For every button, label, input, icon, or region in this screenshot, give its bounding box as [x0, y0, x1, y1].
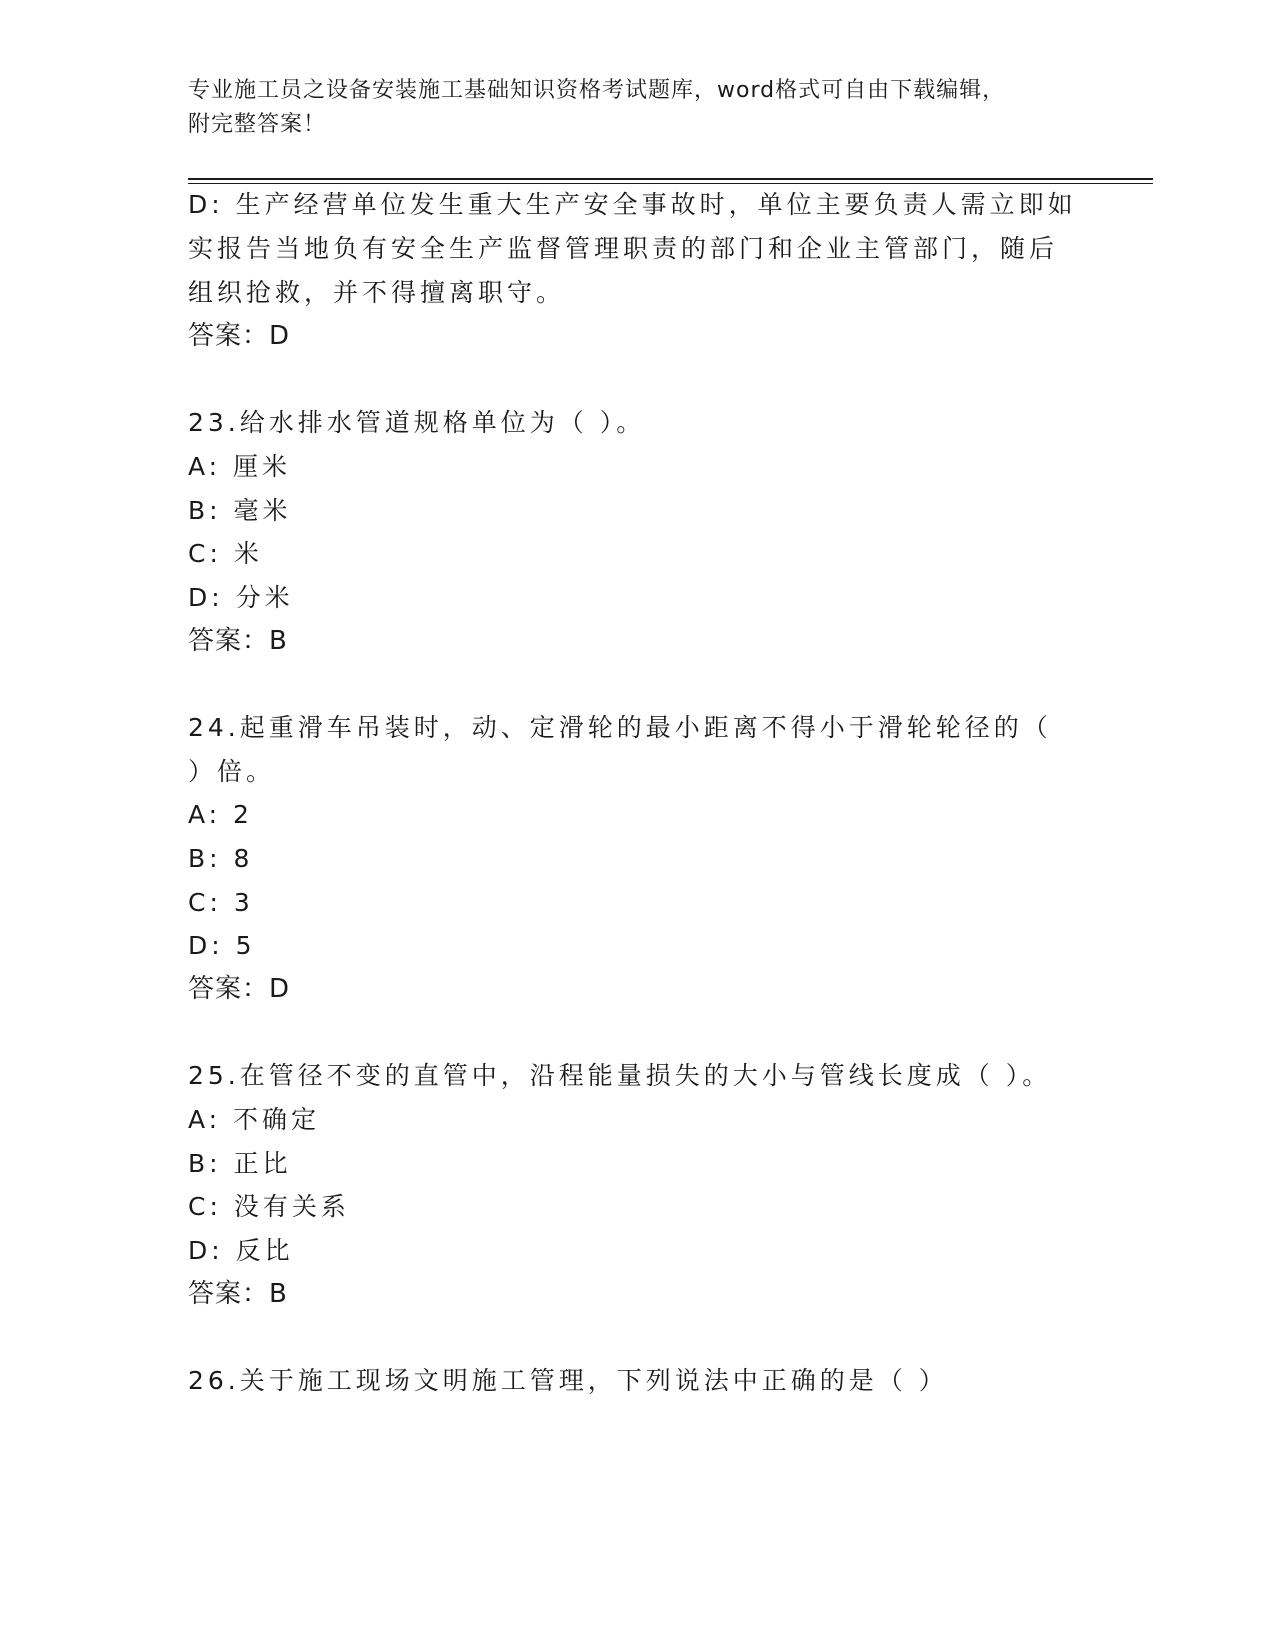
q24-answer: 答案：D	[188, 974, 291, 1004]
q25-option-c: C: 没有关系	[188, 1192, 350, 1221]
q24-option-c: C: 3	[188, 888, 254, 917]
q24-stem-line-2: ）倍。	[188, 757, 276, 786]
q23-option-c: C: 米	[188, 539, 263, 568]
q25-answer: 答案：B	[188, 1279, 288, 1309]
q22-option-d-line-3: 组织抢救，并不得擅离职守。	[188, 278, 566, 307]
q23-stem: 23.给水排水管道规格单位为（ ）。	[188, 408, 646, 437]
q22-option-d-line-2: 实报告当地负有安全生产监督管理职责的部门和企业主管部门，随后	[188, 234, 1059, 263]
q23-answer: 答案：B	[188, 626, 288, 656]
q25-option-b: B: 正比	[188, 1149, 292, 1178]
header-divider-thick	[188, 178, 1153, 180]
q25-option-a: A: 不确定	[188, 1105, 321, 1134]
q24-option-a: A: 2	[188, 800, 253, 829]
header-line-1: 专业施工员之设备安装施工基础知识资格考试题库，word格式可自由下载编辑，	[188, 78, 1006, 103]
header-divider-thin	[188, 183, 1153, 184]
header-line-2: 附完整答案！	[188, 112, 327, 137]
q24-option-b: B: 8	[188, 844, 254, 873]
document-header	[188, 74, 1088, 142]
q22-option-d-line-1: D: 生产经营单位发生重大生产安全事故时，单位主要负责人需立即如	[188, 190, 1077, 219]
q24-stem-line-1: 24.起重滑车吊装时，动、定滑轮的最小距离不得小于滑轮轮径的（	[188, 713, 1052, 742]
q22-answer: 答案：D	[188, 321, 291, 351]
q26-stem: 26.关于施工现场文明施工管理，下列说法中正确的是（ ）	[188, 1366, 948, 1395]
q23-option-d: D: 分米	[188, 583, 294, 612]
q23-option-b: B: 毫米	[188, 496, 292, 525]
q25-option-d: D: 反比	[188, 1236, 294, 1265]
q24-option-d: D: 5	[188, 931, 256, 960]
q23-option-a: A: 厘米	[188, 452, 292, 481]
q25-stem: 25.在管径不变的直管中，沿程能量损失的大小与管线长度成（ ）。	[188, 1061, 1052, 1090]
